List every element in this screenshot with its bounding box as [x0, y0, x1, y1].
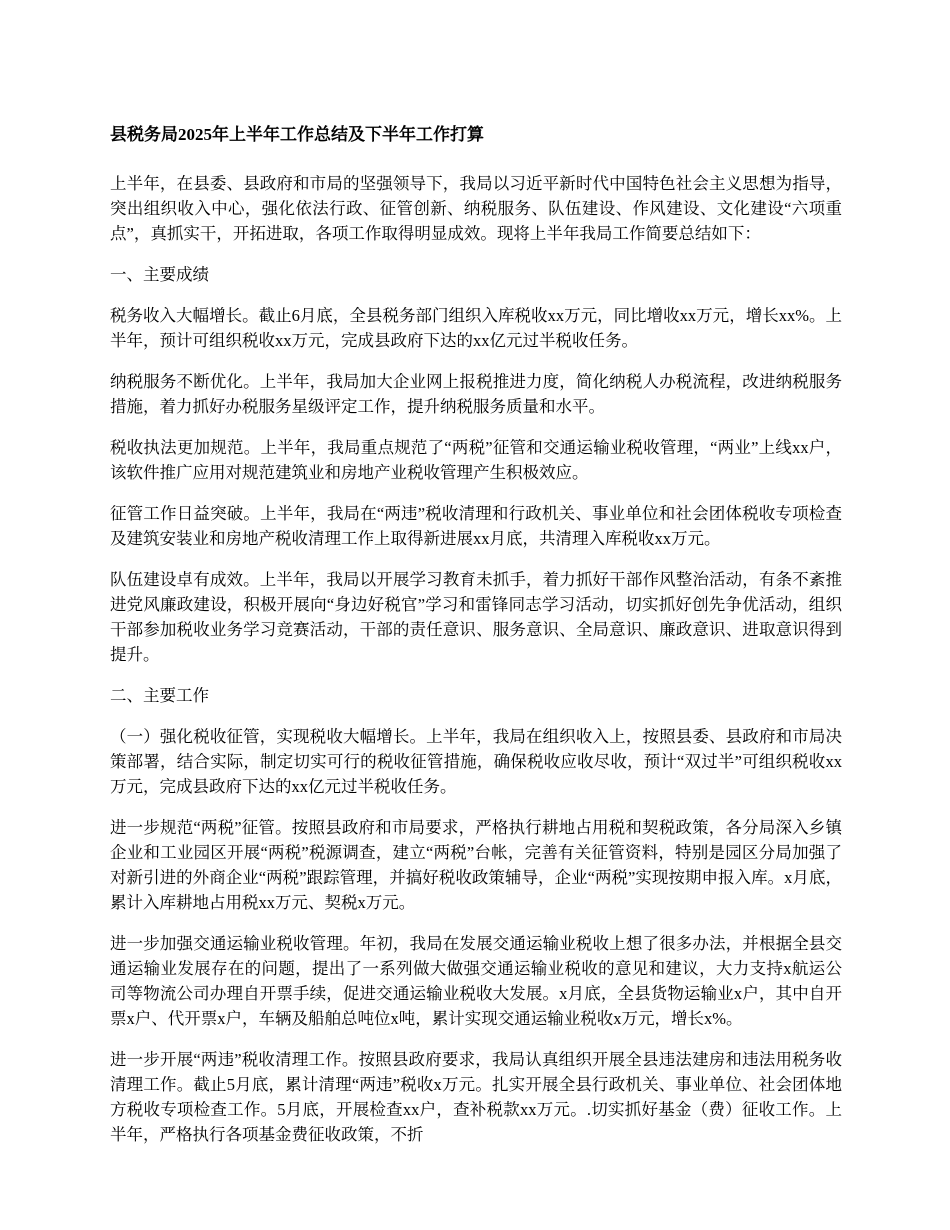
paragraph: 税收执法更加规范。上半年，我局重点规范了“两税”征管和交通运输业税收管理，“两业”上线xx户，该软件推广应用对规范建筑业和房地产业税收管理产生积极效应。 [110, 438, 842, 482]
paragraph: 纳税服务不断优化。上半年，我局加大企业网上报税推进力度，简化纳税人办税流程，改进纳税服务措施，着力抓好办税服务星级评定工作，提升纳税服务质量和水平。 [110, 372, 842, 416]
paragraph: 征管工作日益突破。上半年，我局在“两违”税收清理和行政机关、事业单位和社会团体税收专项检查及建筑安装业和房地产税收清理工作上取得新进展xx月底，共清理入库税收xx万元。 [110, 504, 842, 548]
paragraph: 进一步规范“两税”征管。按照县政府和市局要求，严格执行耕地占用税和契税政策，各分局深入乡镇企业和工业园区开展“两税”税源调查，建立“两税”台帐，完善有关征管资料，特别是园区分局加强了对新引进的外商企业“两税”跟踪管理，并搞好税收政策辅导，企业“两税”实现按期申报入库。x月底，累计入库耕地占用税xx万元、契税x万元。 [110, 818, 842, 912]
paragraph: （一）强化税收征管，实现税收大幅增长。上半年，我局在组织收入上，按照县委、县政府和市局决策部署，结合实际，制定切实可行的税收征管措施，确保税收应收尽收，预计“双过半”可组织税收xx万元，完成县政府下达的xx亿元过半税收任务。 [110, 727, 842, 796]
document-title: 县税务局2025年上半年工作总结及下半年工作打算 [110, 125, 484, 144]
paragraph: 队伍建设卓有成效。上半年，我局以开展学习教育未抓手，着力抓好干部作风整治活动，有条不紊推进党风廉政建设，积极开展向“身边好税官”学习和雷锋同志学习活动，切实抓好创先争优活动，组织干部参加税收业务学习竞赛活动，干部的责任意识、服务意识、全局意识、廉政意识、进取意识得到提升。 [110, 570, 842, 664]
section-heading: 一、主要成绩 [110, 265, 209, 284]
paragraph: 进一步加强交通运输业税收管理。年初，我局在发展交通运输业税收上想了很多办法，并根据全县交通运输业发展存在的问题，提出了一系列做大做强交通运输业税收的意见和建议，大力支持x航运公司等物流公司办理自开票手续，促进交通运输业税收大发展。x月底，全县货物运输业x户，其中自开票x户、代开票x户，车辆及船舶总吨位x吨，累计实现交通运输业税收x万元，增长x%。 [110, 934, 842, 1028]
paragraph: 上半年，在县委、县政府和市局的坚强领导下，我局以习近平新时代中国特色社会主义思想为指导，突出组织收入中心，强化依法行政、征管创新、纳税服务、队伍建设、作风建设、文化建设“六项重点”，真抓实干，开拓进取，各项工作取得明显成效。现将上半年我局工作简要总结如下： [110, 174, 842, 243]
paragraph: 进一步开展“两违”税收清理工作。按照县政府要求，我局认真组织开展全县违法建房和违法用税务收清理工作。截止5月底，累计清理“两违”税收x万元。扎实开展全县行政机关、事业单位、社会团体地方税收专项检查工作。5月底，开展检查xx户，查补税款xx万元。.切实抓好基金（费）征收工作。上半年，严格执行各项基金费征收政策，不折 [110, 1050, 842, 1144]
paragraph: 税务收入大幅增长。截止6月底，全县税务部门组织入库税收xx万元，同比增收xx万元，增长xx%。上半年，预计可组织税收xx万元，完成县政府下达的xx亿元过半税收任务。 [110, 306, 842, 350]
section-heading: 二、主要工作 [110, 686, 209, 705]
document-body [110, 171, 842, 1147]
